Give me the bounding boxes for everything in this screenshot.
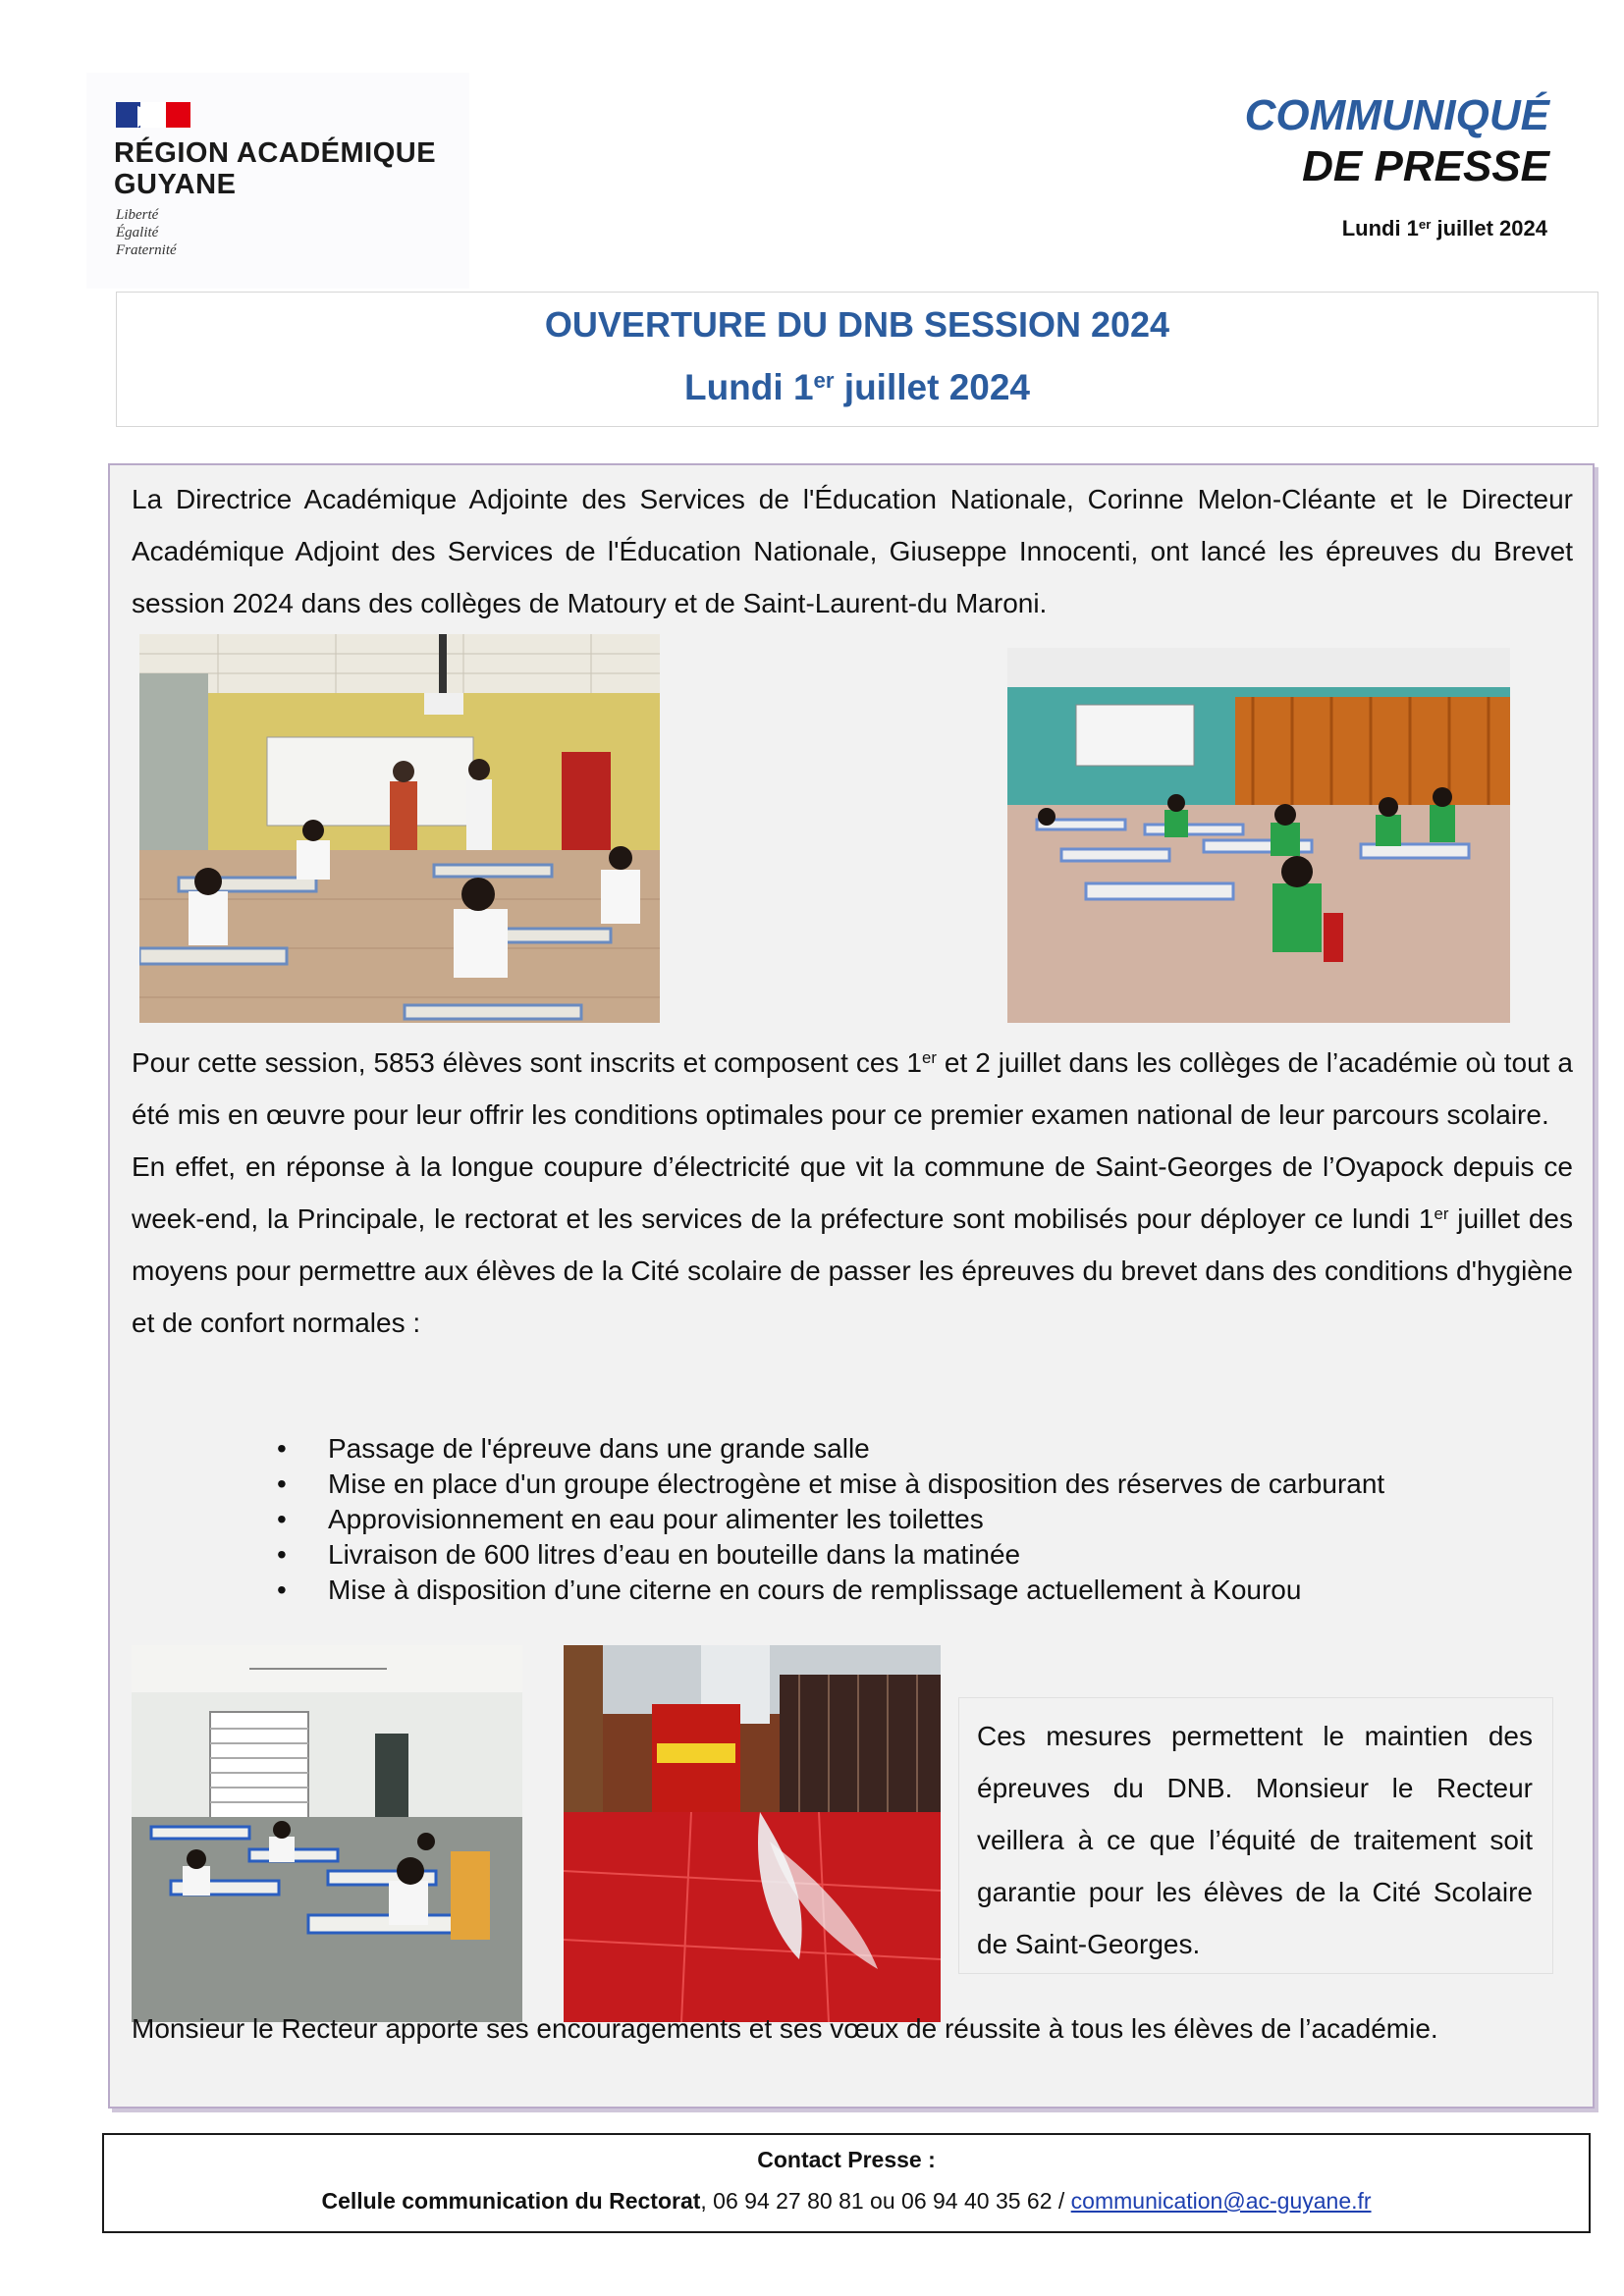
list-item: • Approvisionnement en eau pour alimenter les toilettes <box>277 1502 1543 1537</box>
intro-paragraph: La Directrice Académique Adjointe des Services de l'Éducation Nationale, Corinne Melon-Cléante et le Directeur Académique Adjoint des Services de l'Éducation Nationale, Giuseppe Innocenti, ont lancé les épreuves du Brevet session 2024 dans des collèges de Matoury et de Saint-Laurent-du Maroni. <box>132 484 1573 618</box>
main-content-panel <box>108 463 1595 2109</box>
communique-line1: COMMUNIQUÉ <box>1244 91 1549 139</box>
contact-phones: , 06 94 27 80 81 ou 06 94 40 35 62 / <box>700 2188 1071 2214</box>
motto-egalite: Égalité <box>116 225 159 240</box>
bullet-icon: • <box>277 1575 287 1605</box>
title-box <box>116 292 1598 427</box>
session-paragraph: Pour cette session, 5853 élèves sont inscrits et composent ces 1er et 2 juillet dans les collèges de l’académie où tout a été mis en œuvre pour leur offrir les conditions optimales pour ce premier examen national de leur parcours scolaire. <box>132 1047 1573 1130</box>
closing-sentence: Monsieur le Recteur apporte ses encouragements et ses vœux de réussite à tous les élèves de l’académie. <box>132 2013 1438 2044</box>
classroom-photo-2 <box>1007 648 1510 1023</box>
motto-fraternite: Fraternité <box>116 242 177 258</box>
communique-line2: DE PRESSE <box>1302 142 1549 190</box>
list-item: • Mise à disposition d’une citerne en cours de remplissage actuellement à Kourou <box>277 1573 1543 1608</box>
logo-subtitle: GUYANE <box>114 169 237 200</box>
session-paragraphs <box>132 1037 1573 1349</box>
contact-box <box>102 2133 1591 2233</box>
measures-summary-box <box>958 1697 1553 1974</box>
exam-hall-photo <box>132 1645 522 2022</box>
header-date: Lundi 1er juillet 2024 <box>1341 216 1547 240</box>
marianne-flag-icon <box>116 102 190 128</box>
contact-line <box>104 2188 1589 2215</box>
page-subtitle-date: Lundi 1er juillet 2024 <box>683 367 1031 407</box>
logo-region-academique <box>86 73 469 289</box>
page-title: OUVERTURE DU DNB SESSION 2024 <box>544 304 1170 345</box>
bullet-icon: • <box>277 1468 287 1499</box>
contact-email-link[interactable]: communication@ac-guyane.fr <box>1070 2188 1372 2214</box>
contact-title: Contact Presse : <box>757 2147 936 2172</box>
communique-heading <box>1245 90 1549 192</box>
logo-title: RÉGION ACADÉMIQUE <box>114 137 437 169</box>
list-item: • Mise en place d'un groupe électrogène et mise à disposition des réserves de carburant <box>277 1467 1543 1502</box>
contact-org: Cellule communication du Rectorat <box>321 2188 701 2214</box>
measures-list <box>277 1431 1543 1608</box>
motto-liberte: Liberté <box>116 207 159 223</box>
classroom-photo-1 <box>139 634 660 1023</box>
list-item: • Passage de l'épreuve dans une grande salle <box>277 1431 1543 1467</box>
water-tank-photo <box>564 1645 941 2022</box>
measures-summary-text: Ces mesures permettent le maintien des épreuves du DNB. Monsieur le Recteur veillera à ce que l’équité de traitement soit garantie pour les élèves de la Cité Scolaire de Saint-Georges. <box>977 1721 1533 1959</box>
bullet-icon: • <box>277 1433 287 1464</box>
list-item: • Livraison de 600 litres d’eau en bouteille dans la matinée <box>277 1537 1543 1573</box>
bullet-icon: • <box>277 1504 287 1534</box>
effet-paragraph: En effet, en réponse à la longue coupure d’électricité que vit la commune de Saint-Georges de l’Oyapock depuis ce week-end, la Principale, le rectorat et les services de la préfecture sont mobilisés pour déployer ce lundi 1er juillet des moyens pour permettre aux élèves de la Cité scolaire de passer les épreuves du brevet dans des conditions d'hygiène et de confort normales : <box>132 1151 1574 1338</box>
bullet-icon: • <box>277 1539 287 1570</box>
